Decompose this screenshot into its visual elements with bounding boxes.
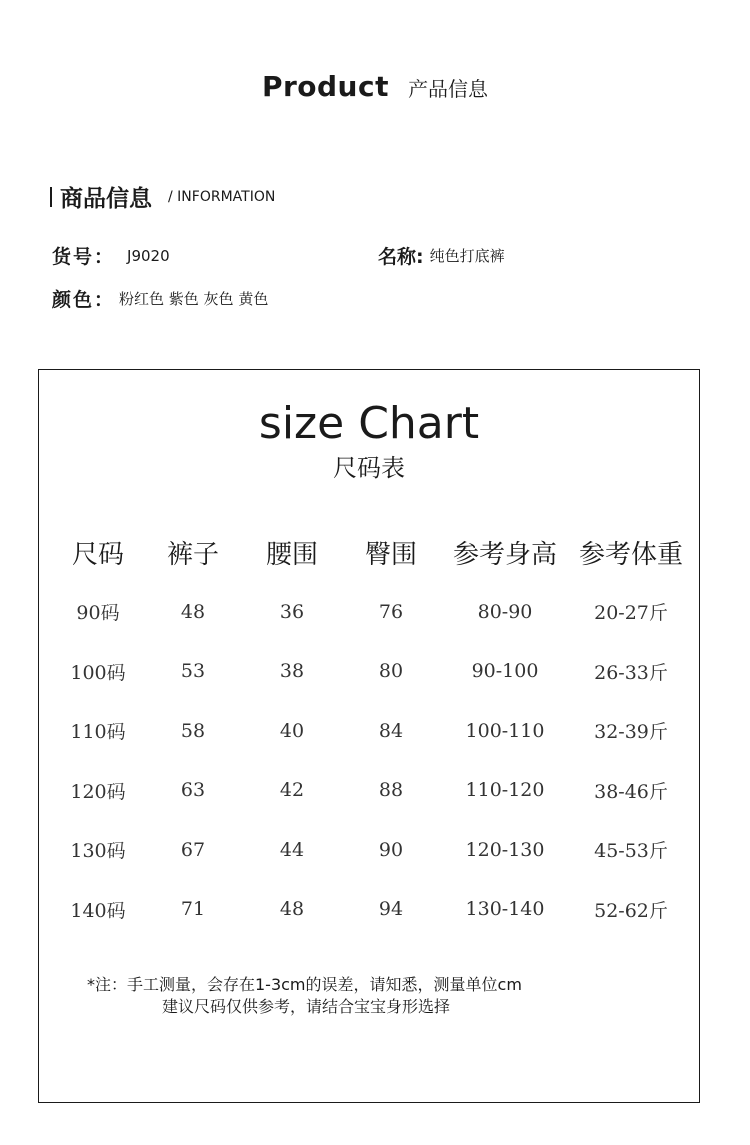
- section-title-cn: 商品信息: [60, 186, 152, 212]
- table-cell: 110-120: [465, 779, 545, 802]
- column-header: 裤子: [166, 539, 219, 570]
- table-cell: 71: [180, 898, 206, 921]
- table-cell: 26-33斤: [594, 661, 668, 684]
- table-cell: 130-140: [465, 898, 545, 921]
- table-cell: 110码: [70, 721, 126, 744]
- name-label: 名称:: [378, 246, 424, 268]
- note-line-1: *注：手工测量，会存在1-3cm的误差，请知悉，测量单位cm: [87, 975, 522, 994]
- section-title-bar: [50, 187, 52, 207]
- note-line-2: 建议尺码仅供参考，请结合宝宝身形选择: [162, 997, 451, 1016]
- table-cell: 40: [279, 719, 305, 742]
- name-row: [378, 242, 505, 269]
- section-title: [50, 180, 275, 213]
- table-cell: 90-100: [471, 660, 539, 683]
- item-no-label: 货号：: [52, 246, 116, 268]
- header-title-en: Product: [261, 70, 389, 103]
- table-cell: 38-46斤: [594, 780, 668, 803]
- table-cell: 80: [378, 660, 404, 683]
- table-cell: 94: [378, 898, 404, 921]
- table-row: [53, 820, 693, 880]
- name-value: 纯色打底裤: [429, 247, 505, 265]
- measurement-notes: [87, 974, 522, 1018]
- table-cell: 63: [180, 779, 206, 802]
- column-header: 臀围: [364, 539, 417, 570]
- header-title-cn: 产品信息: [408, 77, 489, 101]
- page-header: [0, 70, 750, 103]
- table-row: [53, 582, 693, 642]
- table-cell: 58: [180, 719, 206, 742]
- table-cell: 140码: [70, 899, 126, 922]
- table-cell: 88: [378, 779, 404, 802]
- table-cell: 38: [279, 660, 305, 683]
- table-row: [53, 761, 693, 821]
- table-cell: 42: [279, 779, 305, 802]
- item-no-value: J9020: [127, 246, 170, 265]
- table-row: [53, 642, 693, 702]
- table-cell: 120-130: [465, 838, 545, 861]
- table-cell: 36: [279, 600, 305, 623]
- column-header: 参考身高: [452, 539, 557, 570]
- table-cell: 80-90: [477, 600, 533, 623]
- table-cell: 32-39斤: [594, 721, 668, 744]
- table-cell: 120码: [70, 780, 126, 803]
- table-cell: 45-53斤: [594, 840, 668, 863]
- table-row: [53, 880, 693, 940]
- column-header: 腰围: [265, 539, 318, 570]
- item-no-row: [52, 242, 170, 269]
- size-chart-box: [38, 369, 700, 1103]
- size-table: [53, 522, 693, 939]
- table-cell: 100码: [70, 661, 126, 684]
- table-cell: 84: [378, 719, 404, 742]
- section-title-en: / INFORMATION: [168, 188, 276, 205]
- column-header: 尺码: [71, 539, 124, 570]
- table-header-row: [53, 522, 693, 582]
- table-cell: 53: [180, 660, 206, 683]
- table-cell: 100-110: [465, 719, 545, 742]
- color-value: 粉红色 紫色 灰色 黄色: [119, 290, 269, 308]
- table-cell: 130码: [70, 840, 126, 863]
- chart-title: size Chart: [258, 398, 480, 449]
- column-header: 参考体重: [578, 539, 683, 570]
- color-row: [52, 285, 268, 312]
- table-cell: 44: [279, 838, 305, 861]
- color-label: 颜色：: [52, 289, 116, 311]
- table-cell: 48: [180, 600, 206, 623]
- table-cell: 90码: [76, 602, 120, 625]
- table-cell: 76: [378, 600, 404, 623]
- table-cell: 52-62斤: [594, 899, 668, 922]
- table-cell: 90: [378, 838, 404, 861]
- table-cell: 20-27斤: [594, 602, 668, 625]
- table-cell: 67: [180, 838, 206, 861]
- chart-subtitle: 尺码表: [333, 454, 405, 482]
- table-row: [53, 701, 693, 761]
- table-cell: 48: [279, 898, 305, 921]
